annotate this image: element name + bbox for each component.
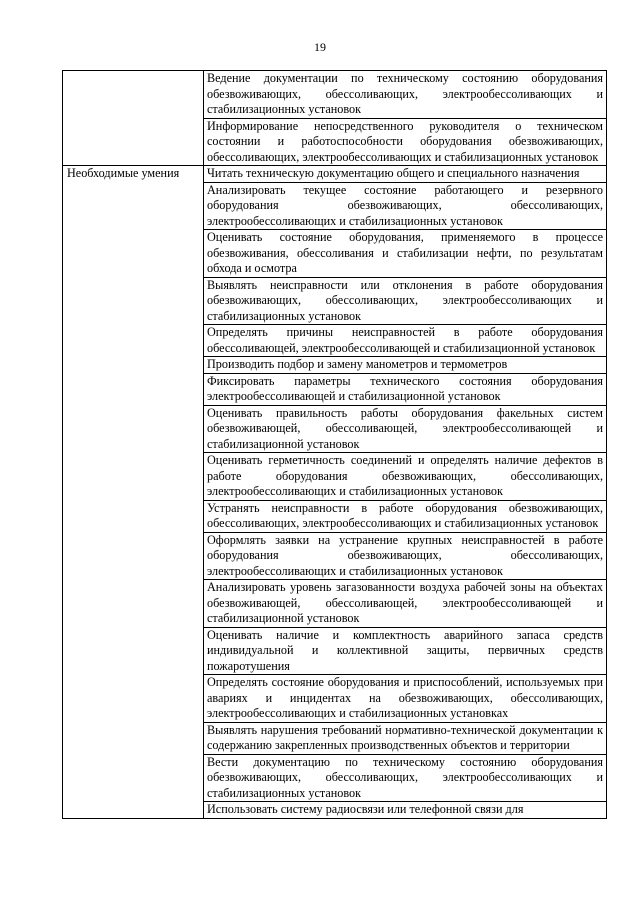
table-cell: Оформлять заявки на устранение крупных неисправностей в работе оборудования обезвоживающих, обессоливающих, электрообессоливающих и стабилизационных установок — [204, 532, 607, 580]
table-cell: Ведение документации по техническому состоянию оборудования обезвоживающих, обессоливающих, электрообессоливающих и стабилизационных установок — [204, 71, 607, 119]
table-cell: Фиксировать параметры технического состояния оборудования электрообессоливающей и стабилизационной установок — [204, 373, 607, 405]
table-cell: Анализировать текущее состояние работающего и резервного оборудования обезвоживающих, обессоливающих, электрообессоливающих и стабилизационных установок — [204, 182, 607, 230]
table-cell: Определять причины неисправностей в работе оборудования обессоливающей, электрообессоливающей и стабилизационной установок — [204, 325, 607, 357]
table-cell: Определять состояние оборудования и приспособлений, используемых при авариях и инцидентах на обезвоживающих, обессоливающих, электрообессоливающих и стабилизационных установках — [204, 675, 607, 723]
table-cell: Оценивать состояние оборудования, применяемого в процессе обезвоживания, обессоливания и стабилизации нефти, по результатам обхода и осмотра — [204, 230, 607, 278]
section-label: Необходимые умения — [63, 166, 204, 819]
table-cell: Анализировать уровень загазованности воздуха рабочей зоны на объектах обезвоживающей, обессоливающей, электрообессоливающей и стабилизационной установок — [204, 580, 607, 628]
table-cell: Выявлять нарушения требований нормативно-технической документации к содержанию закрепленных производственных объектов и территории — [204, 722, 607, 754]
table-cell: Вести документацию по техническому состоянию оборудования обезвоживающих, обессоливающих, электрообессоливающих и стабилизационных установок — [204, 754, 607, 802]
table-body — [63, 71, 607, 819]
requirements-table — [62, 70, 607, 819]
table-cell: Оценивать герметичность соединений и определять наличие дефектов в работе оборудования обезвоживающих, обессоливающих, электрообессоливающих и стабилизационных установок — [204, 453, 607, 501]
table-cell: Оценивать правильность работы оборудования факельных систем обезвоживающей, обессоливающей, электрообессоливающей и стабилизационной установок — [204, 405, 607, 453]
table-cell: Использовать систему радиосвязи или телефонной связи для — [204, 802, 607, 819]
table-cell: Оценивать наличие и комплектность аварийного запаса средств индивидуальной и коллективной защиты, первичных средств пожаротушения — [204, 627, 607, 675]
table-cell: Производить подбор и замену манометров и термометров — [204, 357, 607, 374]
table-row — [63, 71, 607, 119]
table-cell: Информирование непосредственного руководителя о техническом состоянии и работоспособности оборудования обезвоживающих, обессоливающих, электрообессоливающих и стабилизационных установок — [204, 118, 607, 166]
table-cell: Читать техническую документацию общего и специального назначения — [204, 166, 607, 183]
table-cell: Выявлять неисправности или отклонения в работе оборудования обезвоживающих, обессоливающих, электрообессоливающих и стабилизационных установок — [204, 277, 607, 325]
section-label — [63, 71, 204, 166]
page-number: 19 — [314, 40, 326, 54]
table-row — [63, 166, 607, 183]
table-cell: Устранять неисправности в работе оборудования обезвоживающих, обессоливающих, электрообессоливающих и стабилизационных установок — [204, 500, 607, 532]
